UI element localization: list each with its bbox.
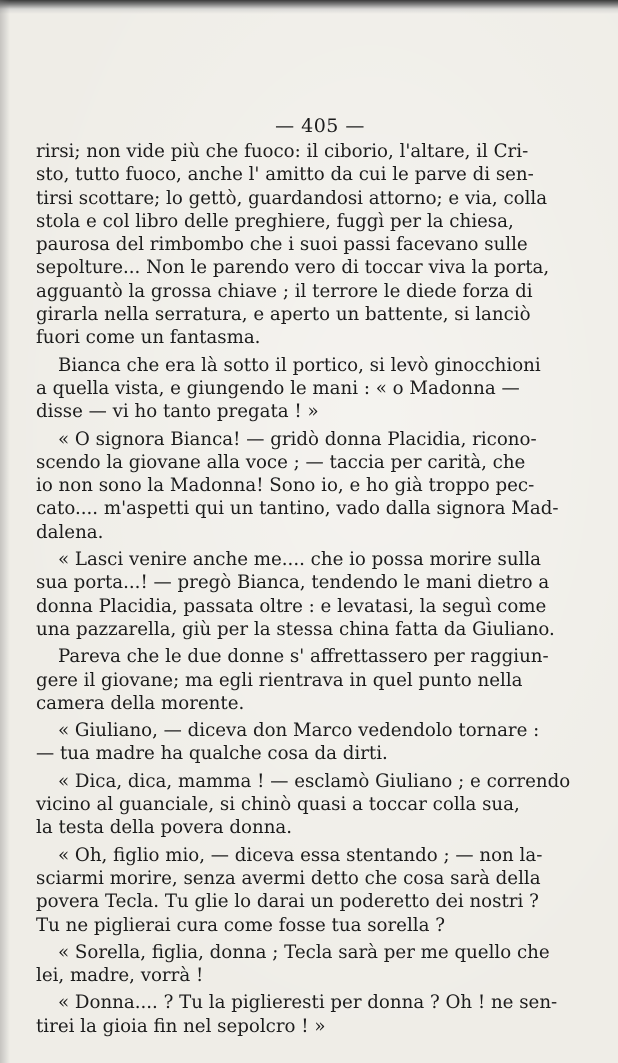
- text-line: « Lasci venire anche me.... che io possa morire sulla: [58, 549, 542, 571]
- text-line: scendo la giovane alla voce ; — taccia per carità, che: [36, 451, 526, 473]
- text-line: paurosa del rimbombo che i suoi passi facevano sulle: [36, 234, 528, 256]
- text-line: Bianca che era là sotto il portico, si levò ginocchioni: [58, 354, 541, 376]
- text-line: gere il giovane; ma egli rientrava in quel punto nella: [36, 669, 523, 691]
- text-line: sciarmi morire, senza avermi detto che cosa sarà della: [36, 867, 541, 889]
- text-line: stola e col libro delle preghiere, fuggì per la chiesa,: [36, 210, 514, 232]
- text-line: dalena.: [36, 521, 104, 543]
- text-line: una pazzarella, giù per la stessa china fatta da Giuliano.: [36, 618, 555, 640]
- paragraph: [36, 770, 571, 840]
- text-line: io non sono la Madonna! Sono io, e ho già troppo pec-: [36, 475, 535, 497]
- text-line: a quella vista, e giungendo le mani : « o Madonna —: [36, 377, 520, 399]
- paragraph: [36, 354, 541, 424]
- body-text: [36, 140, 571, 1038]
- text-line: « Dica, dica, mamma ! — esclamò Giuliano ; e correndo: [58, 770, 571, 792]
- paragraph: [36, 140, 550, 350]
- paragraph: [36, 428, 559, 544]
- text-line: la testa della povera donna.: [36, 817, 293, 839]
- text-line: fuori come un fantasma.: [36, 327, 261, 349]
- text-line: lei, madre, vorrà !: [36, 965, 204, 987]
- page-left-edge-shadow: [0, 0, 10, 1063]
- paragraph: [36, 719, 540, 766]
- text-line: sepolture... Non le parendo vero di toccar viva la porta,: [36, 257, 550, 279]
- text-line: vicino al guanciale, si chinò quasi a toccar colla sua,: [36, 794, 520, 816]
- text-line: donna Placidia, passata oltre : e levatasi, la seguì come: [36, 595, 547, 617]
- page-top-edge-shadow: [0, 0, 618, 14]
- text-line: « Donna.... ? Tu la piglieresti per donna ? Oh ! ne sen-: [58, 992, 558, 1014]
- paragraph: [36, 991, 558, 1038]
- paragraph: [36, 844, 543, 937]
- text-line: disse — vi ho tanto pregata ! »: [36, 401, 319, 423]
- text-line: tirei la gioia fin nel sepolcro ! »: [36, 1015, 326, 1037]
- text-line: povera Tecla. Tu glie lo darai un poderetto dei nostri ?: [36, 891, 539, 913]
- text-line: cato.... m'aspetti qui un tantino, vado dalla signora Mad-: [36, 498, 559, 520]
- text-line: tirsi scottare; lo gettò, guardandosi attorno; e via, colla: [36, 187, 548, 209]
- paragraph: [36, 548, 555, 641]
- text-line: agguantò la grossa chiave ; il terrore le diede forza di: [36, 280, 533, 302]
- text-line: « Oh, figlio mio, — diceva essa stentando ; — non la-: [58, 844, 543, 866]
- text-line: — tua madre ha qualche cosa da dirti.: [36, 743, 388, 765]
- text-line: « Giuliano, — diceva don Marco vedendolo tornare :: [58, 720, 540, 742]
- text-line: sua porta...! — pregò Bianca, tendendo le mani dietro a: [36, 572, 550, 594]
- page-number: — 405 —: [275, 115, 365, 137]
- text-line: camera della morente.: [36, 692, 245, 714]
- text-line: Tu ne piglierai cura come fosse tua sorella ?: [36, 914, 445, 936]
- paragraph: [36, 941, 550, 988]
- text-line: sto, tutto fuoco, anche l' amitto da cui le parve di sen-: [36, 164, 534, 186]
- text-line: « Sorella, figlia, donna ; Tecla sarà per me quello che: [58, 941, 550, 963]
- text-line: « O signora Bianca! — gridò donna Placidia, ricono-: [58, 428, 537, 450]
- paragraph: [36, 645, 549, 715]
- text-line: rirsi; non vide più che fuoco: il ciborio, l'altare, il Cri-: [36, 141, 529, 162]
- text-line: Pareva che le due donne s' affrettassero per raggiun-: [58, 646, 549, 668]
- text-line: girarla nella serratura, e aperto un battente, si lanciò: [36, 304, 531, 326]
